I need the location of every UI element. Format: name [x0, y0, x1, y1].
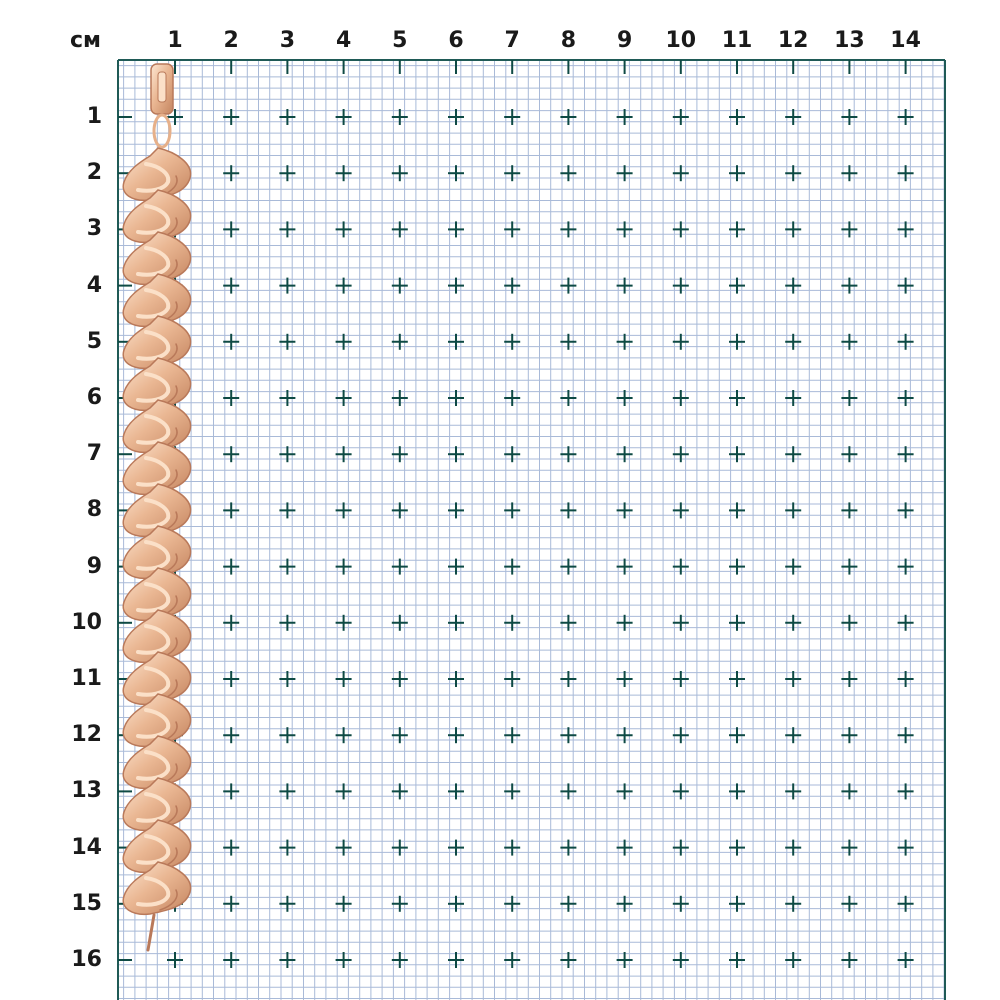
column-label: 2 — [223, 28, 239, 53]
column-label: 3 — [279, 28, 296, 53]
column-label: 10 — [665, 28, 697, 53]
row-label: 12 — [71, 722, 102, 748]
column-label: 12 — [777, 28, 809, 53]
column-label: 8 — [560, 28, 577, 53]
row-label: 16 — [71, 947, 102, 972]
column-label: 9 — [616, 28, 633, 53]
column-label: 1 — [167, 28, 183, 53]
column-label: 11 — [721, 28, 753, 53]
row-label: 6 — [86, 385, 102, 410]
row-label: 7 — [86, 441, 102, 467]
clasp-detail — [158, 72, 166, 102]
column-label: 6 — [448, 28, 464, 53]
row-label: 5 — [86, 328, 102, 354]
unit-label: см — [70, 28, 102, 53]
row-label: 10 — [71, 609, 102, 635]
column-label: 7 — [504, 28, 520, 53]
row-label: 3 — [86, 216, 102, 242]
row-label: 11 — [71, 666, 102, 691]
column-label: 5 — [392, 28, 408, 53]
row-label: 2 — [86, 160, 102, 186]
row-label: 4 — [86, 272, 102, 298]
row-label: 9 — [86, 553, 102, 579]
column-label: 13 — [834, 28, 865, 53]
row-label: 15 — [71, 890, 102, 916]
row-label: 14 — [71, 834, 102, 860]
column-label: 4 — [335, 28, 352, 53]
row-label: 13 — [71, 778, 102, 804]
column-label: 14 — [890, 28, 921, 53]
row-label: 8 — [86, 497, 102, 523]
row-label: 1 — [86, 104, 102, 129]
